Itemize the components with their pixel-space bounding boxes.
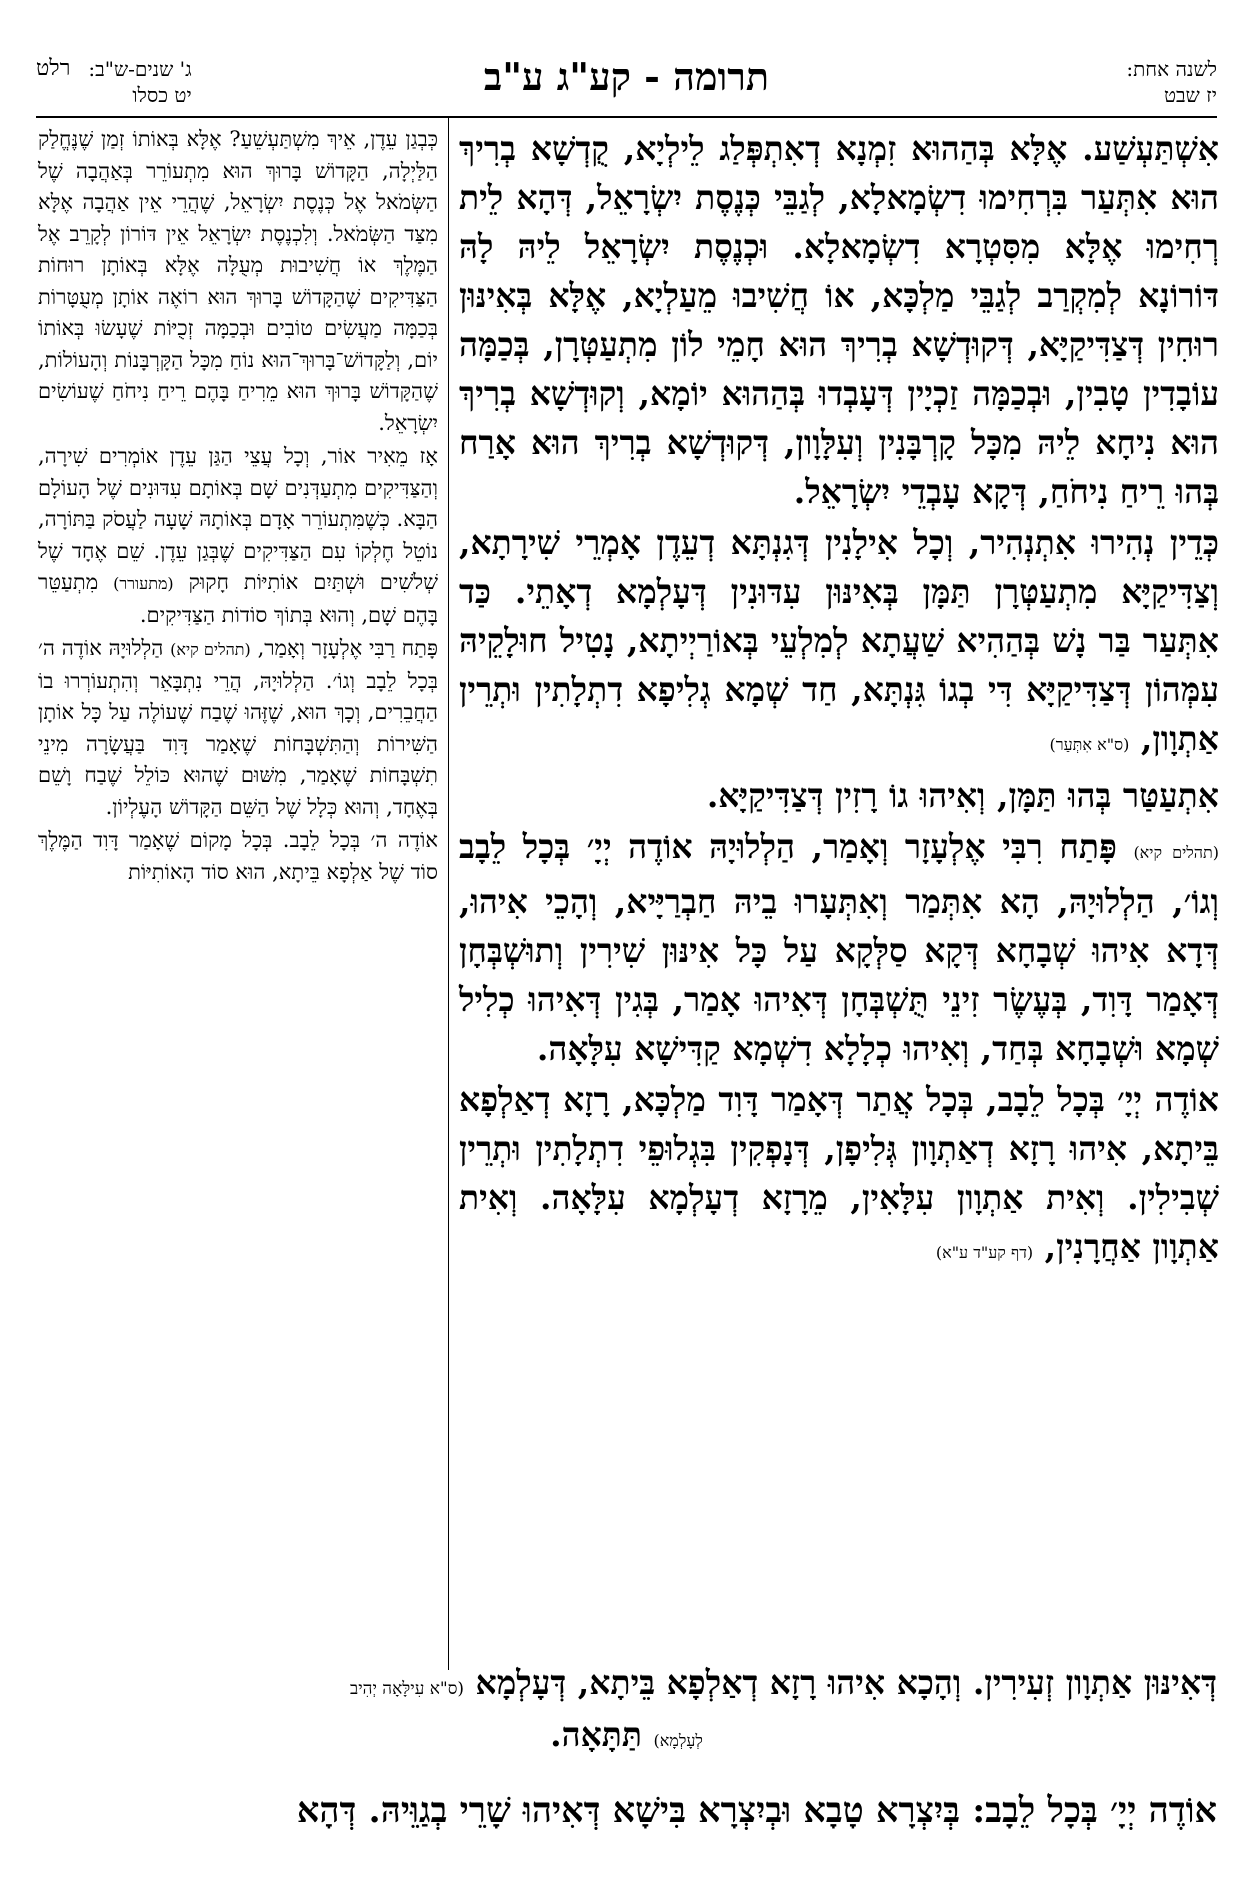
side-paragraph-1: כְּבְגַן עֵדֶן, אֵיךְ מִשְׁתַּעְשֵׁעַ? אֶלָּא בְּאוֹתוֹ זְמַן שֶׁנֶּחֱלַק הַלַּיְלָה, הַקָּדוֹשׁ בָּרוּךְ הוּא מִתְעוֹרֵר בְּאַהֲבָה שֶׁל הַשְּׂמֹאל אֶל כְּנֶסֶת יִשְׂרָאֵל, שֶׁהֲרֵי אֵין אַהֲבָה אֶלָּא מִצַּד הַשְּׂמֹאל. וְלִכְנֶסֶת יִשְׂרָאֵל אֵין דּוֹרוֹן לְקָרֵב אֶל הַמֶּלֶךְ אוֹ חֲשִׁיבוּת מְעֻלָּה אֶלָּא בְּאוֹתָן רוּחוֹת הַצַּדִּיקִים שֶׁהַקָּדוֹשׁ בָּרוּךְ הוּא רוֹאֶה אוֹתָן מְעֻטָּרוֹת בְּכַמָּה מַעֲשִׂים טוֹבִים וּבְכַמָּה זְכֻיּוֹת שֶׁעָשׂוּ בְּאוֹתוֹ יוֹם, וְלַקָּדוֹשׁ־בָּרוּךְ־הוּא נוֹחַ מִכָּל הַקָּרְבָּנוֹת וְהָעוֹלוֹת, שֶׁהַקָּדוֹשׁ בָּרוּךְ הוּא מֵרִיחַ בָּהֶם רֵיחַ נִיחֹחַ שֶׁעוֹשִׂים יִשְׂרָאֵל. [38,127,438,435]
fullwidth-line-3: אוֹדֶה יְיָ׳ בְּכָל לֵבָב: בְּיִצְרָא טָבָא וּבְיִצְרָא בִּישָׁא דְּאִיהוּ שָׁרֵי בְגַוֵּיהּ. דְּהָא [296,1790,1217,1831]
schedule-three-years: ג' שנים-ש"ב: [88,57,192,81]
main-paragraph-4: (תהלים קיא) פָּתַח רִבִּי אֶלְעָזָר וְאָמַר, הַלְלוּיָהּ אוֹדֶה יְיָ׳ בְּכָל לֵבָב וְגוֹ׳, הַלְלוּיָהּ, הָא אִתְּמַר וְאִתְּעָרוּ בֵיהּ חַבְרַיָּיא, וְהָכֵי אִיהוּ, דְּדָא אִיהוּ שְׁבָחָא דְּקָא סַלְּקָא עַל כָּל אִינּוּן שִׁירִין וְתוּשְׁבְּחָן דְּאָמַר דָּוִד, בְּעֶשֶׂר זִינֵי תֻּשְׁבְּחָן דְּאִיהוּ אָמַר, בְּגִין דְּאִיהוּ כְלִיל שְׁמָא וּשְׁבָחָא בְּחַד, וְאִיהוּ כְלָלָא דִשְׁמָא קַדִּישָׁא עִלָּאָה. [459,827,1219,1068]
column-divider [448,118,449,1670]
schedule-one-year: לשנה אחת: [1126,57,1217,81]
note-sa-ila: (ס"א עִילָּאָה יְהִיב [350,1679,465,1699]
note-mitorer: (מתעורר) [113,574,174,593]
fullwidth-line-2: לְעָלְמָא) תַּתָּאָה. [550,1715,703,1754]
header-rule [36,116,1217,118]
page-header [36,50,1217,120]
main-paragraph-3: אִתְעַטַּר בְּהוּ תַּמָּן, וְאִיהוּ גוֹ רָזִין דְּצַדִּיקַיָּא. [706,776,1219,815]
hebrew-translation-column [38,124,438,890]
fullwidth-line-1: דְּאִינּוּן אַתְוָון זְעִירִין. וְהָכָא אִיהוּ רָזָא דְאַלְפָא בֵּיתָא, דְּעָלְמָא (ס"א עִילָּאָה יְהִיב [350,1663,1217,1702]
note-sa-itar: (ס"א אִתְּעַר) [1049,735,1130,754]
header-left [36,56,192,108]
page-title: תרומה - קע"ג ע"ב [483,54,770,99]
ref-daf: (דף קע"ד ע"א) [935,1243,1034,1262]
note-sa-ila-end: לְעָלְמָא) [653,1731,703,1750]
side-paragraph-2: אָז מֵאִיר אוֹר, וְכָל עֲצֵי הַגַּן עֵדֶן אוֹמְרִים שִׁירָה, וְהַצַּדִּיקִים מִתְעַדְּנִים שָׁם בְּאוֹתָם עִדּוּנִים שֶׁל הָעוֹלָם הַבָּא. כְּשֶׁמִּתְעוֹרֵר אָדָם בְּאוֹתָהּ שָׁעָה לַעֲסֹק בַּתּוֹרָה, נוֹטֵל חֶלְקוֹ עִם הַצַּדִּיקִים שֶׁבְּגַן עֵדֶן. שֵׁם אֶחָד שֶׁל שְׁלֹשִׁים וּשְׁתַּיִם אוֹתִיּוֹת חָקוּק (מתעורר) מִתְעַטֵּר בָּהֶם שָׁם, וְהוּא בְּתוֹךְ סוֹדוֹת הַצַּדִּיקִים. [38,444,438,627]
page-number: רלט [36,56,71,81]
side-paragraph-3: פָּתַח רַבִּי אֶלְעָזָר וְאָמַר, (תהלים קיא) הַלְלוּיָהּ אוֹדֶה ה׳ בְּכָל לֵבָב וְגוֹ׳. הַלְלוּיָהּ, הֲרֵי נִתְבָּאֵר וְהִתְעוֹרְרוּ בוֹ הַחֲבֵרִים, וְכָךְ הוּא, שֶׁזֶּהוּ שֶׁבַח שֶׁעוֹלֶה עַל כָּל אוֹתָן הַשִּׁירוֹת וְהַתִּשְׁבָּחוֹת שֶׁאָמַר דָּוִד בַּעֲשָׂרָה מִינֵי תִשְׁבָּחוֹת שֶׁאָמַר, מִשּׁוּם שֶׁהוּא כּוֹלֵל שֶׁבַח וָשֵׁם בְּאֶחָד, וְהוּא כְּלָל שֶׁל הַשֵּׁם הַקָּדוֹשׁ הָעֶלְיוֹן. [38,636,438,819]
side-paragraph-4: אוֹדֶה ה׳ בְּכָל לֵבָב. בְּכָל מָקוֹם שֶׁאָמַר דָּוִד הַמֶּלֶךְ סוֹד שֶׁל אַלְפָא בֵּיתָא, הוּא סוֹד הָאוֹתִיּוֹת [38,828,438,884]
main-paragraph-5: אוֹדֶה יְיָ׳ בְּכָל לֵבָב, בְּכָל אֲתַר דְּאָמַר דָּוִד מַלְכָּא, רָזָא דְאַלְפָא בֵּיתָא, אִיהוּ רָזָא דְאַתְוָון גְּלִיפָן, דְּנָפְקִין בִּגְלוּפֵי דִתְלָתִין וּתְרֵין שְׁבִילִין. וְאִית אַתְוָון עִלָּאִין, מֵרָזָא דְעָלְמָא עִלָּאָה. וְאִית אַתְוָון אַחֲרָנִין, (דף קע"ד ע"א) [459,1080,1219,1266]
main-paragraph-2: כְּדֵין נְהִירוּ אִתְנְהִיר, וְכָל אִילָנִין דְּגִנְתָּא דְעֵדֶן אָמְרֵי שִׁירָתָא, וְצַדִּיקַיָּא מִתְעַטְּרָן תַּמָּן בְּאִינּוּן עִדּוּנִין דְּעָלְמָא דְאָתֵי. כַּד אִתְּעַר בַּר נָשׁ בְּהַהִיא שַׁעֲתָא לְמִלְעֵי בְּאוֹרַיְיתָא, נָטִיל חוּלָקֵיהּ עִמְּהוֹן דְּצַדִּיקַיָּא דִּי בְגוֹ גִּנְתָּא, חַד שְׁמָא גְלִיפָא דִתְלָתִין וּתְרֵין אַתְוָון, (ס"א אִתְּעַר) [459,523,1220,758]
main-aramaic-column [459,124,1219,1279]
schedule-three-years-date: יט כסלו [132,83,192,107]
main-paragraph-1: אִשְׁתַּעְשַׁע. אֶלָּא בְּהַהוּא זִמְנָא דְאִתְפְּלַג לֵילְיָא, קֻדְשָׁא בְרִיךְ הוּא אִתְּעַר בִּרְחִימוּ דִשְׂמָאלָא, לְגַבֵּי כְּנֶסֶת יִשְׂרָאֵל, דְּהָא לֵית רְחִימוּ אֶלָּא מִסִּטְרָא דִשְׂמָאלָא. וּכְנֶסֶת יִשְׂרָאֵל לֵיהּ לָהּ דּוֹרוֹנָא לְמִקְרַב לְגַבֵּי מַלְכָּא, אוֹ חֲשִׁיבוּ מֵעַלְיָא, אֶלָּא בְּאִינּוּן רוּחִין דְּצַדִּיקַיָּא, דְּקוּדְשָׁא בְרִיךְ הוּא חָמֵי לוֹן מִתְעַטְּרָן, בְּכַמָּה עוֹבָדִין טָבִין, וּבְכַמָּה זַכְיָין דְּעָבְדוּ בְּהַהוּא יוֹמָא, וְקוּדְשָׁא בְרִיךְ הוּא נִיחָא לֵיהּ מִכָּל קָרְבָּנִין וְעִלָּוָון, דְּקוּדְשָׁא בְרִיךְ הוּא אָרַח בְּהוּ רֵיחַ נִיחֹחַ, דְּקָא עָבְדֵי יִשְׂרָאֵל. [459,129,1219,511]
schedule-one-year-date: יז שבט [1163,83,1217,107]
side-ref-tehillim: (תהלים קיא) [170,640,251,659]
ref-tehillim: (תהלים קיא) [1133,843,1219,862]
